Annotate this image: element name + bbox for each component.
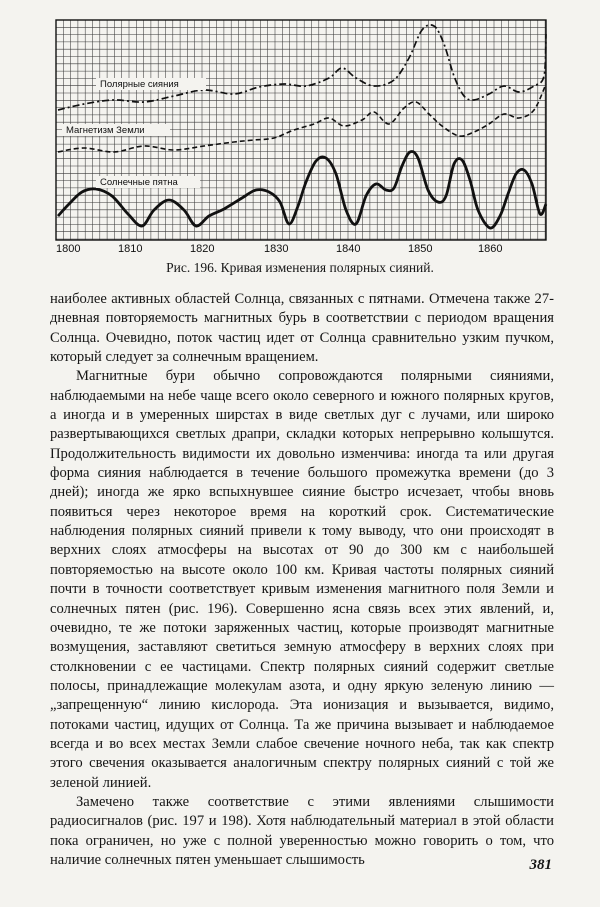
year-tick-label: 1810 [118,243,143,255]
figure-chart [44,14,556,256]
sunspots-curve [58,152,546,229]
figure-caption: Рис. 196. Кривая изменения полярных сияний. [166,260,434,275]
paragraph: наиболее активных областей Солнца, связанных с пятнами. Отмечена также 27-дневная повторяемость магнитных бурь в соответствии с периодом вращения Солнца. Очевидно, поток частиц идет от Солнца сравнительно узким пучком, который следует за солнечным вращением. [50,291,554,366]
paragraph: Магнитные бури обычно сопровождаются полярными сияниями, наблюдаемыми на небе чаще всего около северного и южного полярных кругов, а иногда и в умеренных ширстах в виде светлых дуг с лучами, или широко развертывающихся светлых драпри, складки которых непрерывно колышутся. Продолжительность видимости их довольно изменчива: иногда та или другая форма сияния наблюдается в течение большого промежутка времени (до 3 дней); иногда же ярко вспыхнувшее сияние быстро исчезает, чтобы вновь появиться через некоторое время на короткий срок. Систематические наблюдения полярных сияний привели к тому выводу, что они происходят в верхних слоях атмосферы на высотах от 90 до 300 км с наибольшей повторяемостью на высоте около 100 км. Кривая частоты полярных сияний почти в точности соответствует кривым изменения магнитного поля Земли и солнечных пятен (рис. 196). Совершенно ясна связь всех этих явлений, и, очевидно, те же потоки заряженных частиц, которые производят магнитные возмущения, заставляют светиться земную атмосферу в верхних слоях при столкновении с ее частицами. Спектр полярных сияний содержит светлые полосы, принадлежащие молекулам азота, и одну яркую зеленую линию — „запрещенную“ линию кислорода. Эта ионизация и вызывается, видимо, потоками частиц, идущих от Солнца. Та же причина вызывает и наблюдаемое всегда и во всех местах Земли слабое свечение ночного неба, так как спектр этого свечения оказывается аналогичным спектру полярных сияний с той же зеленой линией. [50,368,554,791]
aurora-label: Полярные сияния [100,79,179,90]
page-number: 381 [529,857,552,873]
body-text [50,290,554,870]
magnetism-curve [58,84,546,152]
year-tick-label: 1850 [408,243,433,255]
year-tick-label: 1840 [336,243,361,255]
magnetism-label: Магнетизм Земли [66,125,145,136]
aurora-curve [58,25,546,110]
year-axis [56,243,502,255]
year-tick-label: 1820 [190,243,215,255]
sunspots-label: Солнечные пятна [100,177,178,188]
paragraph: Замечено также соответствие с этими явлениями слышимости радиосигналов (рис. 197 и 198). Хотя наблюдательный материал в этой области пока ограничен, но уже с полной уверенностью можно говорить о том, что наличие солнечных пятен уменьшает слышимость [50,793,554,868]
year-tick-label: 1800 [56,243,81,255]
aurora-frequency-figure [44,14,556,256]
year-tick-label: 1830 [264,243,289,255]
year-tick-label: 1860 [478,243,503,255]
